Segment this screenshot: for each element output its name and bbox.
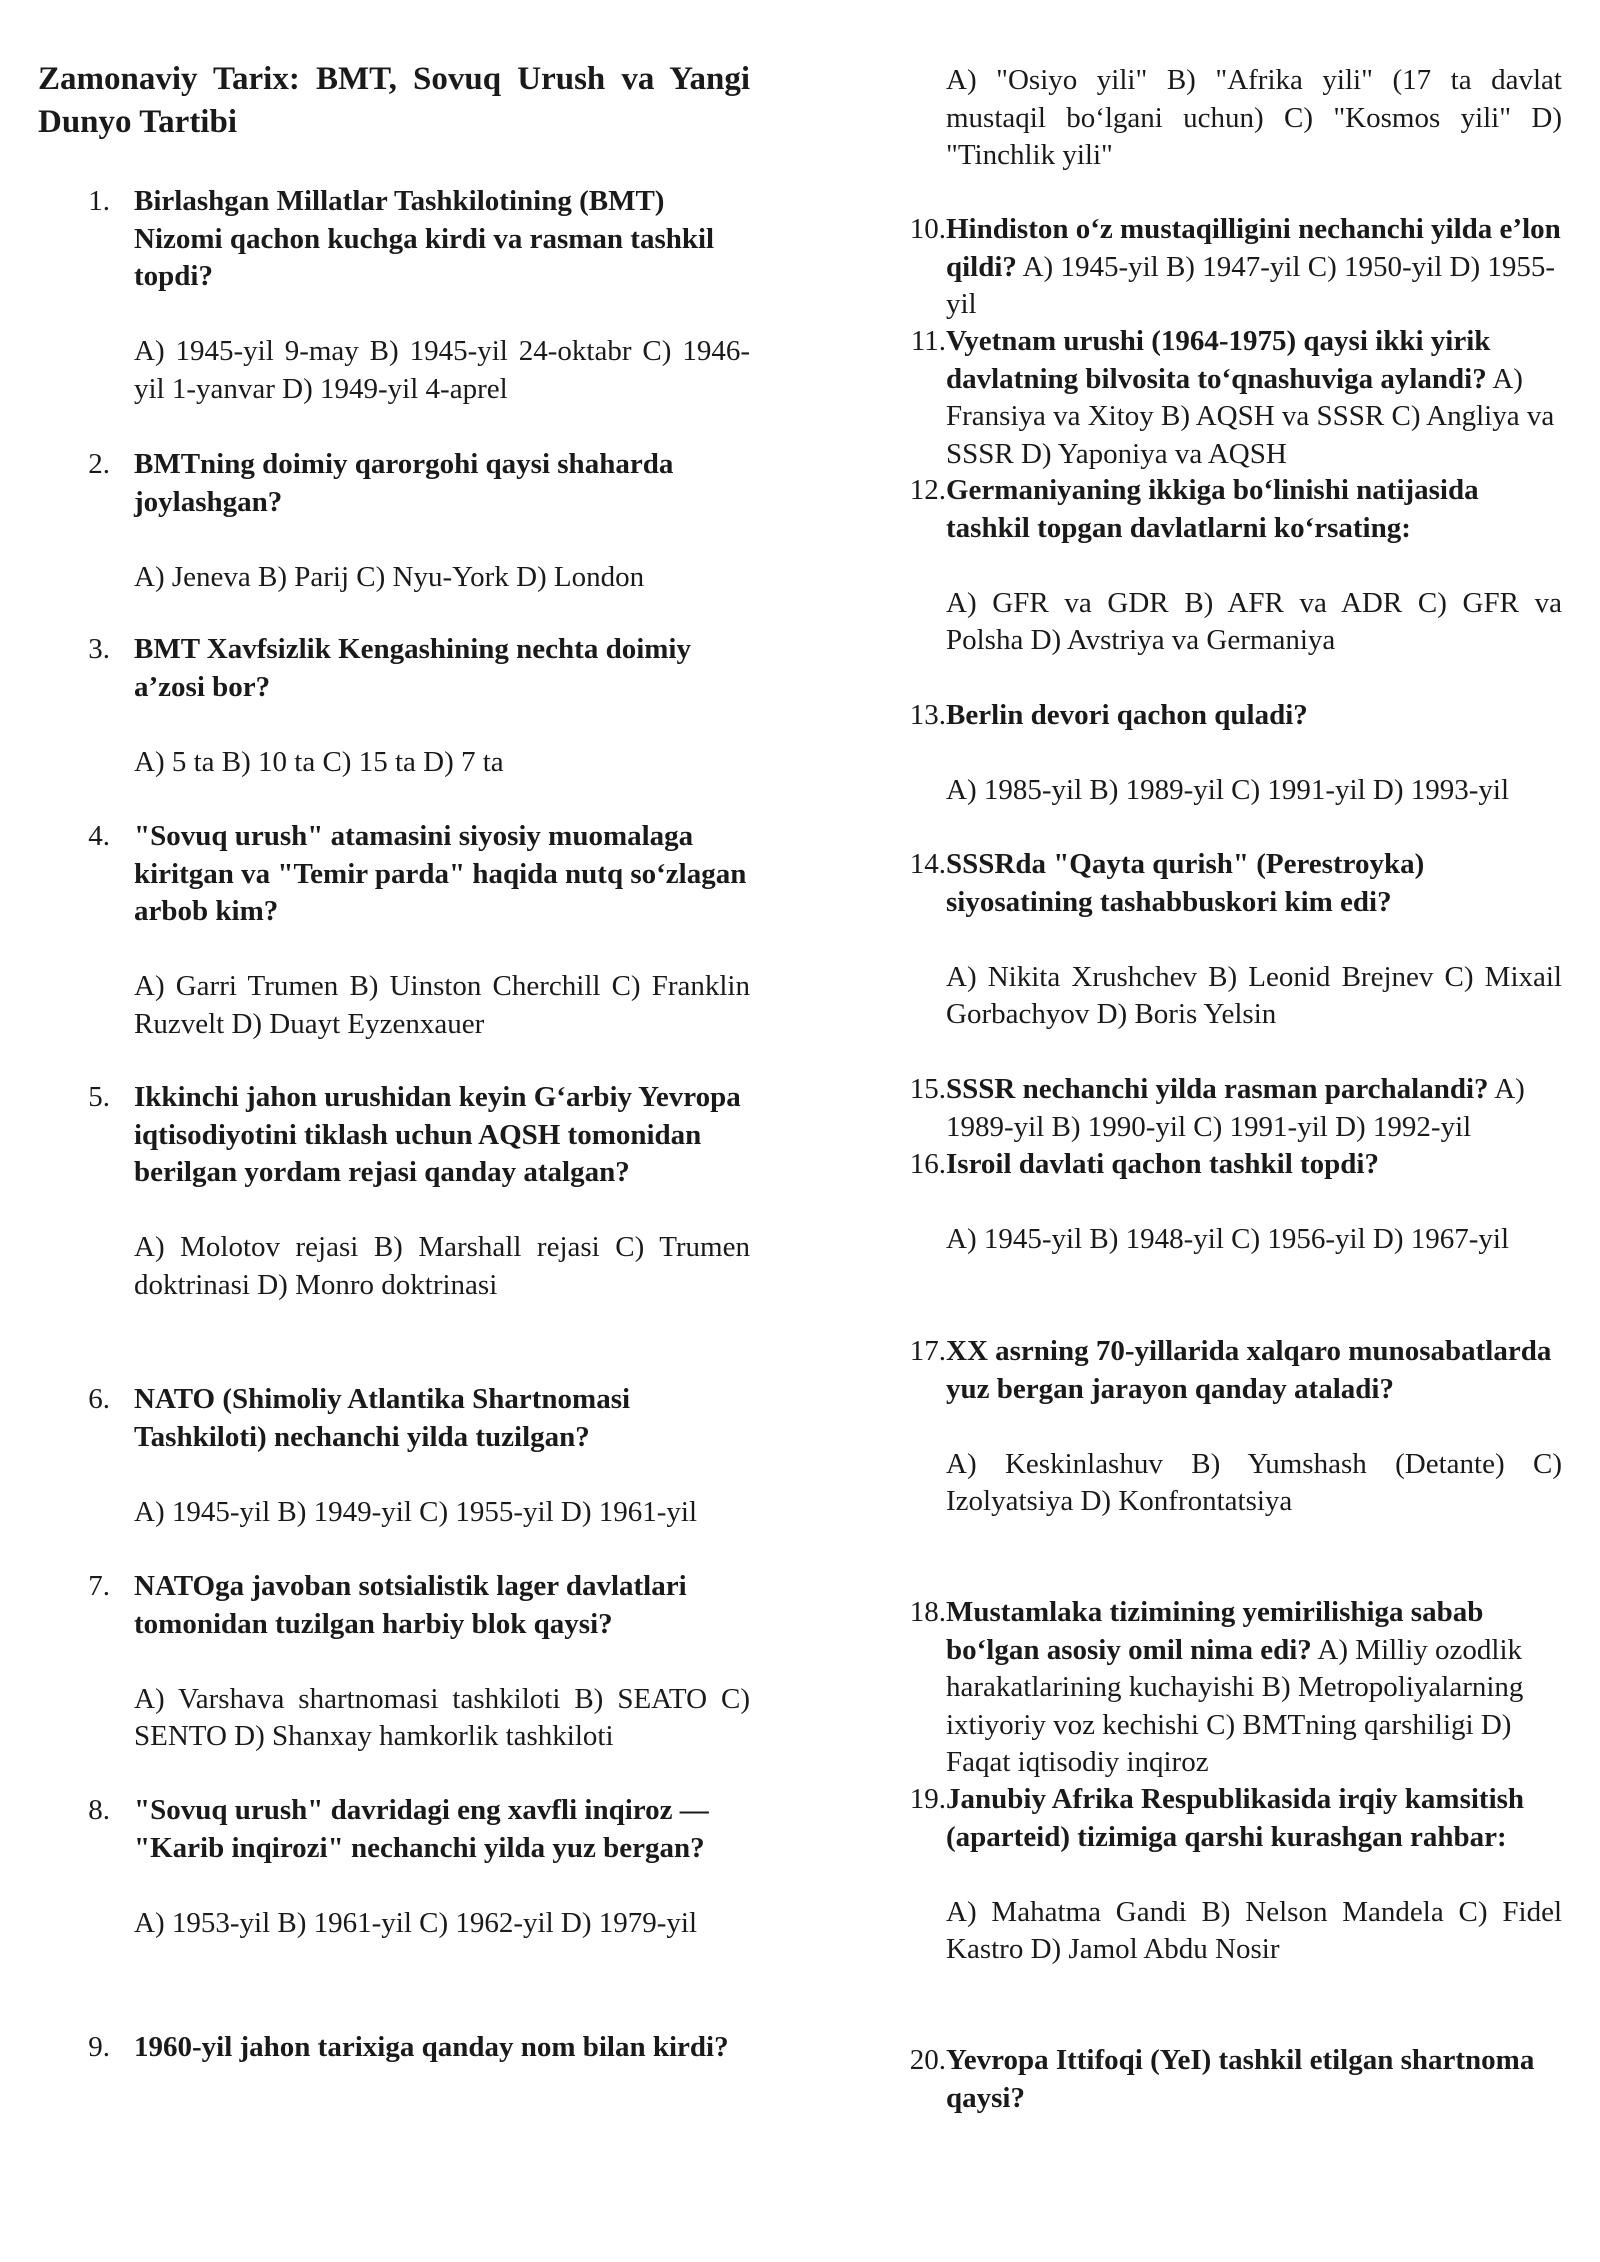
answer-options: A) 1945-yil B) 1949-yil C) 1955-yil D) 1961-yil	[134, 1495, 698, 1528]
question-text: Berlin devori qachon quladi?	[946, 699, 1308, 731]
question-number: 11.	[910, 325, 946, 357]
answer-options: A) Varshava shartnomasi tashkiloti B) SEATO C) SENTO D) Shanxay hamkorlik tashkiloti	[134, 1682, 750, 1752]
question-text: 1960-yil jahon tarixiga qanday nom bilan kirdi?	[134, 2031, 729, 2063]
answer-options: A) 5 ta B) 10 ta C) 15 ta D) 7 ta	[134, 745, 504, 778]
question-number: 8.	[88, 1794, 110, 1826]
question-text: NATOga javoban sotsialistik lager davlatlari tomonidan tuzilgan harbiy blok qaysi?	[134, 1570, 687, 1640]
question-number: 15.	[909, 1073, 946, 1105]
question-number: 13.	[909, 699, 946, 731]
answer-options: A) GFR va GDR B) AFR va ADR C) GFR va Polsha D) Avstriya va Germaniya	[946, 586, 1562, 656]
question-text: Ikkinchi jahon urushidan keyin G‘arbiy Yevropa iqtisodiyotini tiklash uchun AQSH tomonidan berilgan yordam rejasi qanday atalgan?	[134, 1081, 741, 1188]
question-text: Mustamlaka tizimining yemirilishiga sabab bo‘lgan asosiy omil nima edi?	[946, 1596, 1484, 1666]
question-number: 17.	[909, 1335, 946, 1367]
question-number: 19.	[909, 1783, 946, 1815]
question-number: 1.	[88, 185, 110, 217]
question-text: SSSR nechanchi yilda rasman parchalandi?	[946, 1073, 1489, 1105]
answer-options: A) Mahatma Gandi B) Nelson Mandela C) Fidel Kastro D) Jamol Abdu Nosir	[946, 1895, 1562, 1965]
question-number: 6.	[88, 1383, 110, 1415]
answer-options: A) 1985-yil B) 1989-yil C) 1991-yil D) 1993-yil	[946, 774, 1510, 806]
question-number: 18.	[909, 1596, 946, 1628]
question-number: 10.	[909, 213, 946, 245]
question-text: Yevropa Ittifoqi (YeI) tashkil etilgan shartnoma qaysi?	[946, 2044, 1535, 2114]
question-text: Birlashgan Millatlar Tashkilotining (BMT) Nizomi qachon kuchga kirdi va rasman tashkil topdi?	[134, 185, 715, 292]
question-text: XX asrning 70-yillarida xalqaro munosabatlarda yuz bergan jarayon qanday ataladi?	[946, 1335, 1552, 1405]
question-number: 16.	[909, 1148, 946, 1180]
answer-options: A) Jeneva B) Parij C) Nyu-York D) London	[134, 560, 645, 593]
question-text: NATO (Shimoliy Atlantika Shartnomasi Tashkiloti) nechanchi yilda tuzilgan?	[134, 1383, 631, 1453]
answer-options: A) Keskinlashuv B) Yumshash (Detante) C) Izolyatsiya D) Konfrontatsiya	[946, 1447, 1562, 1517]
answer-options: A) 1945-yil B) 1947-yil C) 1950-yil D) 1955-yil	[946, 250, 1556, 320]
question-number: 5.	[88, 1081, 110, 1113]
question-text: "Sovuq urush" atamasini siyosiy muomalaga kiritgan va "Temir parda" haqida nutq so‘zlagan arbob kim?	[134, 820, 747, 927]
question-number: 3.	[88, 633, 110, 665]
question-text: Isroil davlati qachon tashkil topdi?	[946, 1148, 1379, 1180]
question-number: 2.	[88, 448, 110, 480]
question-text: Vyetnam urushi (1964-1975) qaysi ikki yirik davlatning bilvosita to‘qnashuviga aylandi?	[946, 325, 1491, 395]
answer-options: A) 1953-yil B) 1961-yil C) 1962-yil D) 1979-yil	[134, 1906, 698, 1939]
answer-options: A) Garri Trumen B) Uinston Cherchill C) Franklin Ruzvelt D) Duayt Eyzenxauer	[134, 970, 750, 1040]
question-text: BMTning doimiy qarorgohi qaysi shaharda joylashgan?	[134, 448, 674, 518]
answer-options: A) 1989-yil B) 1990-yil C) 1991-yil D) 1992-yil	[946, 1073, 1525, 1143]
answer-options: A) Fransiya va Xitoy B) AQSH va SSSR C) Angliya va SSSR D) Yaponiya va AQSH	[946, 362, 1555, 470]
question-text: Janubiy Afrika Respublikasida irqiy kamsitish (aparteid) tizimiga qarshi kurashgan rahbar:	[946, 1783, 1525, 1853]
question-number: 12.	[909, 474, 946, 506]
answer-options: A) 1945-yil 9-may B) 1945-yil 24-oktabr C) 1946-yil 1-yanvar D) 1949-yil 4-aprel	[134, 335, 750, 405]
question-number: 4.	[88, 820, 110, 852]
question-text: Hindiston o‘z mustaqilligini nechanchi yilda e’lon qildi?	[946, 213, 1561, 283]
answer-options: A) Molotov rejasi B) Marshall rejasi C) Trumen doktrinasi D) Monro doktrinasi	[134, 1231, 750, 1301]
question-number: 7.	[88, 1570, 110, 1602]
question-text: Germaniyaning ikkiga bo‘linishi natijasida tashkil topgan davlatlarni ko‘rsating:	[946, 474, 1479, 544]
question-text: BMT Xavfsizlik Kengashining nechta doimiy a’zosi bor?	[134, 633, 691, 703]
question-number: 20.	[909, 2044, 946, 2076]
question-number: 14.	[909, 848, 946, 880]
question-number: 9.	[88, 2031, 110, 2063]
page-title: Zamonaviy Tarix: BMT, Sovuq Urush va Yangi Dunyo Tartibi	[38, 61, 750, 140]
answer-options: A) "Osiyo yili" B) "Afrika yili" (17 ta davlat mustaqil bo‘lgani uchun) C) "Kosmos yili" D) "Tinchlik yili"	[946, 64, 1562, 171]
answer-options: A) 1945-yil B) 1948-yil C) 1956-yil D) 1967-yil	[946, 1223, 1510, 1255]
question-text: SSSRda "Qayta qurish" (Perestroyka) siyosatining tashabbuskori kim edi?	[946, 848, 1425, 918]
question-text: "Sovuq urush" davridagi eng xavfli inqiroz — "Karib inqirozi" nechanchi yilda yuz bergan?	[134, 1794, 709, 1864]
answer-options: A) Nikita Xrushchev B) Leonid Brejnev C) Mixail Gorbachyov D) Boris Yelsin	[946, 960, 1562, 1030]
answer-options: A) Milliy ozodlik harakatlarining kuchayishi B) Metropoliyalarning ixtiyoriy voz kechishi C) BMTning qarshiligi D) Faqat iqtisodiy inqiroz	[946, 1633, 1524, 1778]
